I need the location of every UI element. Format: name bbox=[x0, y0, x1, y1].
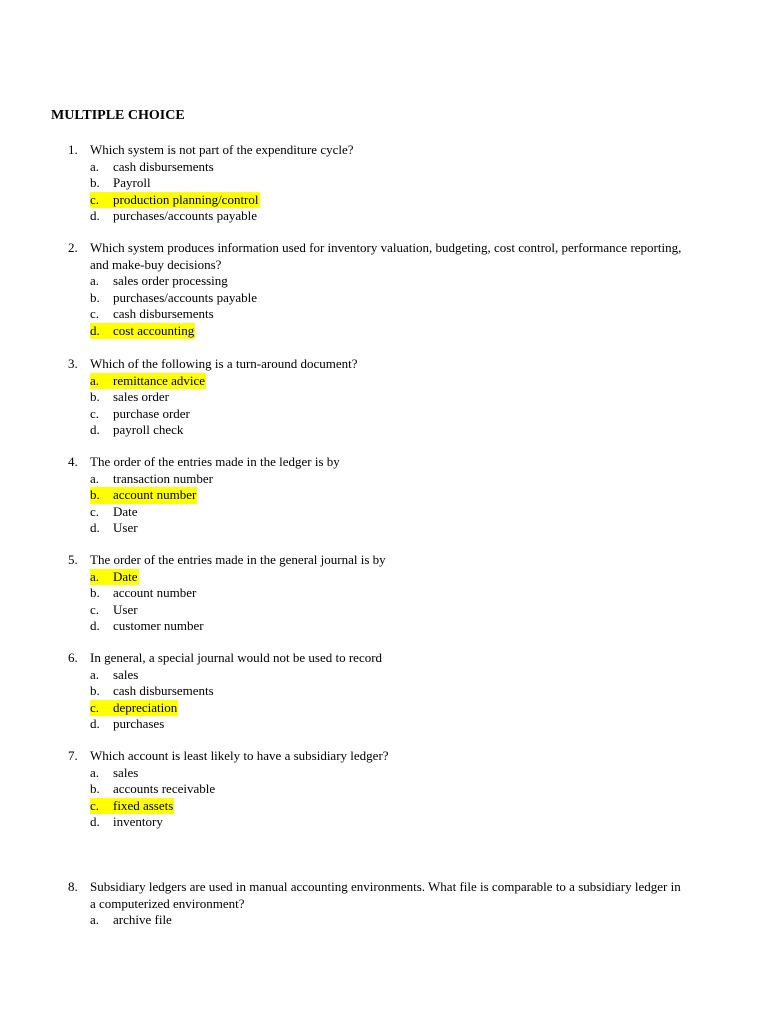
answer-option bbox=[90, 471, 688, 488]
question-number: 7. bbox=[68, 748, 78, 763]
answer-option-highlighted bbox=[90, 487, 197, 504]
question-text: Which of the following is a turn-around document? bbox=[90, 356, 358, 371]
question-number: 8. bbox=[68, 879, 78, 894]
option-letter: c. bbox=[90, 797, 100, 813]
option-text: sales bbox=[113, 666, 139, 682]
question-1 bbox=[68, 142, 688, 225]
option-text: sales order processing bbox=[113, 273, 228, 288]
question-text: Which system produces information used for inventory valuation, budgeting, cost control, performance reporting, and make-buy decisions? bbox=[90, 240, 682, 272]
question-stem bbox=[68, 650, 688, 667]
option-letter: c. bbox=[90, 191, 100, 207]
answer-option bbox=[90, 175, 688, 192]
option-letter: a. bbox=[90, 273, 100, 288]
question-stem bbox=[68, 748, 688, 765]
option-letter: b. bbox=[90, 585, 100, 600]
answer-option bbox=[90, 683, 688, 700]
option-text: purchase order bbox=[113, 405, 190, 421]
option-letter: d. bbox=[90, 520, 100, 535]
question-text: Subsidiary ledgers are used in manual accounting environments. What file is comparable to a subsidiary ledger in a computerized environment? bbox=[90, 879, 681, 911]
option-letter: d. bbox=[90, 208, 100, 223]
question-7 bbox=[68, 748, 688, 831]
question-text: The order of the entries made in the general journal is by bbox=[90, 552, 386, 567]
question-text: Which system is not part of the expenditure cycle? bbox=[90, 142, 354, 157]
answer-option bbox=[90, 912, 688, 929]
option-letter: b. bbox=[90, 389, 100, 404]
answer-option bbox=[90, 814, 688, 831]
question-number: 5. bbox=[68, 552, 78, 567]
answer-option bbox=[90, 306, 688, 323]
option-text: fixed assets bbox=[113, 797, 174, 813]
question-text: In general, a special journal would not be used to record bbox=[90, 650, 383, 665]
answer-option bbox=[90, 208, 688, 225]
option-letter: d. bbox=[90, 422, 100, 437]
option-text: depreciation bbox=[113, 699, 178, 715]
option-letter: b. bbox=[90, 175, 100, 190]
answer-option-highlighted bbox=[90, 323, 195, 340]
question-2 bbox=[68, 240, 688, 339]
answer-option bbox=[90, 504, 688, 521]
option-letter: a. bbox=[90, 372, 100, 388]
question-stem bbox=[68, 454, 688, 471]
option-text: sales bbox=[113, 764, 139, 780]
question-6 bbox=[68, 650, 688, 733]
question-stem bbox=[68, 552, 688, 569]
answer-option bbox=[90, 422, 688, 439]
option-letter: a. bbox=[90, 158, 100, 174]
answer-option-highlighted bbox=[90, 798, 174, 815]
answer-option bbox=[90, 602, 688, 619]
question-number: 6. bbox=[68, 650, 78, 665]
question-number: 1. bbox=[68, 142, 78, 157]
option-letter: b. bbox=[90, 487, 100, 502]
answer-option-highlighted bbox=[90, 373, 206, 390]
option-text: payroll check bbox=[113, 422, 184, 437]
option-letter: c. bbox=[90, 405, 100, 421]
option-letter: b. bbox=[90, 683, 100, 698]
option-text: cost accounting bbox=[113, 322, 195, 338]
section-heading: MULTIPLE CHOICE bbox=[51, 108, 185, 123]
option-letter: d. bbox=[90, 322, 100, 338]
option-text: Date bbox=[113, 503, 138, 519]
option-text: User bbox=[113, 520, 138, 535]
answer-option bbox=[90, 716, 688, 733]
question-4 bbox=[68, 454, 688, 537]
answer-option-highlighted bbox=[90, 192, 260, 209]
answer-option bbox=[90, 389, 688, 406]
option-text: Date bbox=[113, 568, 138, 584]
option-letter: c. bbox=[90, 503, 100, 519]
option-text: cash disbursements bbox=[113, 683, 214, 698]
option-letter: d. bbox=[90, 814, 100, 829]
answer-option-highlighted bbox=[90, 700, 178, 717]
answer-option bbox=[90, 618, 688, 635]
option-text: cash disbursements bbox=[113, 306, 214, 321]
question-stem bbox=[68, 142, 688, 159]
answer-option bbox=[90, 406, 688, 423]
question-text: Which account is least likely to have a subsidiary ledger? bbox=[90, 748, 389, 763]
question-stem bbox=[68, 240, 688, 273]
option-text: Payroll bbox=[113, 175, 151, 190]
option-text: purchases bbox=[113, 716, 165, 731]
option-text: account number bbox=[113, 487, 197, 502]
question-text: The order of the entries made in the ledger is by bbox=[90, 454, 340, 469]
answer-option-highlighted bbox=[90, 569, 139, 586]
option-text: account number bbox=[113, 585, 197, 600]
option-letter: c. bbox=[90, 306, 100, 321]
question-3 bbox=[68, 356, 688, 439]
option-letter: b. bbox=[90, 289, 100, 305]
answer-option bbox=[90, 765, 688, 782]
option-letter: c. bbox=[90, 699, 100, 715]
answer-option bbox=[90, 585, 688, 602]
option-text: inventory bbox=[113, 814, 163, 829]
option-text: production planning/control bbox=[113, 191, 259, 207]
option-letter: b. bbox=[90, 781, 100, 796]
option-letter: a. bbox=[90, 666, 100, 682]
answer-option bbox=[90, 290, 688, 307]
option-letter: a. bbox=[90, 470, 100, 486]
question-number: 4. bbox=[68, 454, 78, 469]
option-letter: d. bbox=[90, 716, 100, 731]
answer-option bbox=[90, 159, 688, 176]
option-text: cash disbursements bbox=[113, 158, 214, 174]
answer-option bbox=[90, 273, 688, 290]
option-letter: c. bbox=[90, 601, 100, 617]
question-8 bbox=[68, 879, 688, 929]
question-stem bbox=[68, 356, 688, 373]
option-text: purchases/accounts payable bbox=[113, 289, 258, 305]
answer-option bbox=[90, 667, 688, 684]
answer-option bbox=[90, 781, 688, 798]
answer-option bbox=[90, 520, 688, 537]
option-letter: a. bbox=[90, 912, 100, 927]
question-number: 2. bbox=[68, 240, 78, 255]
option-letter: a. bbox=[90, 568, 100, 584]
question-number: 3. bbox=[68, 356, 78, 371]
option-text: remittance advice bbox=[113, 372, 206, 388]
option-text: sales order bbox=[113, 389, 169, 404]
option-letter: a. bbox=[90, 764, 100, 780]
option-text: archive file bbox=[113, 912, 172, 927]
question-5 bbox=[68, 552, 688, 635]
option-text: User bbox=[113, 601, 138, 617]
option-text: purchases/accounts payable bbox=[113, 208, 258, 223]
option-text: accounts receivable bbox=[113, 781, 216, 796]
question-stem bbox=[68, 879, 688, 912]
option-letter: d. bbox=[90, 618, 100, 633]
option-text: customer number bbox=[113, 618, 204, 633]
option-text: transaction number bbox=[113, 470, 213, 486]
